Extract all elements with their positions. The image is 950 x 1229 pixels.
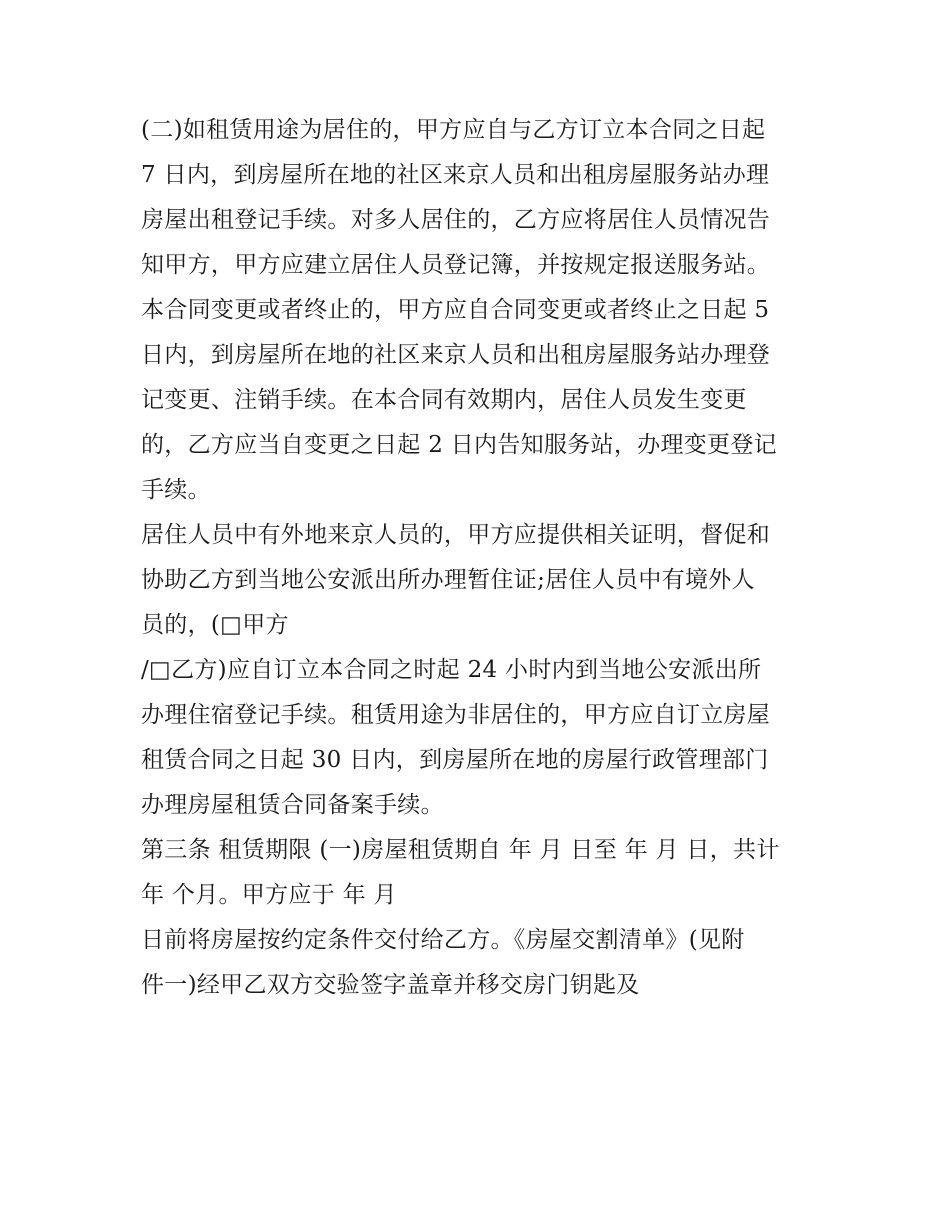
document-body <box>141 108 821 1008</box>
text-line: 记变更、注销手续。在本合同有效期内，居住人员发生变更 <box>141 387 747 413</box>
text-line: 租赁合同之日起 30 日内，到房屋所在地的房屋行政管理部门 <box>141 747 769 773</box>
text-line: 件一)经甲乙双方交验签字盖章并移交房门钥匙及 <box>141 972 640 998</box>
text-line: 协助乙方到当地公安派出所办理暂住证;居住人员中有境外人 <box>141 567 755 593</box>
text-line: 员的，(□甲方 <box>141 612 289 638</box>
text-line: 办理住宿登记手续。租赁用途为非居住的，甲方应自订立房屋 <box>141 702 771 728</box>
text-line: 第三条 租赁期限 (一)房屋租赁期自 年 月 日至 年 月 日，共计 <box>141 837 780 863</box>
text-line: 手续。 <box>141 477 211 503</box>
text-line: 办理房屋租赁合同备案手续。 <box>141 792 444 818</box>
text-line: 7 日内，到房屋所在地的社区来京人员和出租房屋服务站办理 <box>141 162 770 188</box>
text-line: 本合同变更或者终止的，甲方应自合同变更或者终止之日起 5 <box>141 297 770 323</box>
text-line: 的，乙方应当自变更之日起 2 日内告知服务站，办理变更登记 <box>141 432 777 458</box>
text-line: 日内，到房屋所在地的社区来京人员和出租房屋服务站办理登 <box>141 342 771 368</box>
text-line: 年 个月。甲方应于 年 月 <box>141 882 397 908</box>
text-line: 日前将房屋按约定条件交付给乙方。《房屋交割清单》(见附 <box>141 927 745 953</box>
text-line: (二)如租赁用途为居住的，甲方应自与乙方订立本合同之日起 <box>141 117 766 143</box>
text-line: 房屋出租登记手续。对多人居住的，乙方应将居住人员情况告 <box>141 207 771 233</box>
text-line: 知甲方，甲方应建立居住人员登记簿，并按规定报送服务站。 <box>141 252 771 278</box>
text-line: /□乙方)应自订立本合同之时起 24 小时内到当地公安派出所 <box>141 657 762 683</box>
text-line: 居住人员中有外地来京人员的，甲方应提供相关证明，督促和 <box>141 522 771 548</box>
